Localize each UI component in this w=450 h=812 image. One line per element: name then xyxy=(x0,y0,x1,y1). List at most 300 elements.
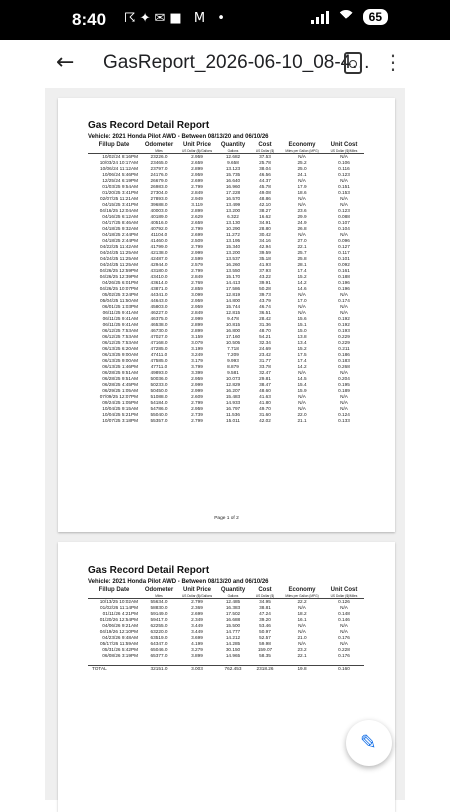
cell-unit-cost: N/A xyxy=(340,292,348,297)
app-bar xyxy=(0,40,450,88)
cell-quantity: 12.819 xyxy=(225,292,241,297)
cell-unit-cost: 0.211 xyxy=(338,346,350,351)
cell-cost: 53.46 xyxy=(259,623,271,628)
subheader-cost: US Dollar ($) xyxy=(250,594,280,599)
cell-odometer: 65377.0 xyxy=(150,653,168,658)
cell-economy: 21.1 xyxy=(297,418,307,423)
cell-unit-price: 2.579 xyxy=(191,262,203,267)
cell-economy: 28.1 xyxy=(297,262,307,267)
cell-odometer: 55040.0 xyxy=(150,412,168,417)
cell-cost: 47.24 xyxy=(259,611,271,616)
header-quantity: Quantity xyxy=(220,587,246,593)
document-search-icon[interactable] xyxy=(344,52,362,74)
cell-unit-cost: 0.127 xyxy=(338,244,350,249)
cell-unit-cost: N/A xyxy=(340,400,348,405)
cell-unit-cost: 0.101 xyxy=(338,256,350,261)
cell-cost: 34.16 xyxy=(259,238,271,243)
cell-cost: 48.86 xyxy=(259,196,271,201)
cell-fillup-date: 10/03/24 10:17AM xyxy=(99,160,138,165)
cell-unit-cost: 0.204 xyxy=(338,376,350,381)
cell-cost: 16.62 xyxy=(259,214,271,219)
cell-fillup-date: 04/26/25 6:01PM xyxy=(102,280,138,285)
cell-fillup-date: 06/28/25 4:45PM xyxy=(102,382,138,387)
cell-economy: 23.2 xyxy=(297,647,307,652)
cell-unit-price: 3.119 xyxy=(191,202,203,207)
cell-odometer: 54184.0 xyxy=(150,400,168,405)
cell-unit-price: 3.899 xyxy=(191,653,203,658)
cell-unit-cost: 0.196 xyxy=(338,286,350,291)
cell-unit-cost: 0.229 xyxy=(338,340,350,345)
cell-unit-price: 2.799 xyxy=(191,599,203,604)
cell-unit-price: 2.509 xyxy=(191,238,203,243)
cell-cost: 31.36 xyxy=(259,322,271,327)
cell-unit-price: 2.849 xyxy=(191,310,203,315)
cell-fillup-date: 10/04/25 5:21PM xyxy=(102,412,138,417)
cell-unit-cost: 0.151 xyxy=(338,184,350,189)
cell-unit-price: 2.739 xyxy=(191,412,203,417)
cell-unit-cost: 0.176 xyxy=(338,635,350,640)
cell-odometer: 63519.0 xyxy=(150,635,168,640)
cell-odometer: 47585.0 xyxy=(150,358,168,363)
cell-economy: 17.4 xyxy=(297,358,307,363)
cell-unit-price: 3.799 xyxy=(191,364,203,369)
cell-economy: 18.2 xyxy=(297,611,307,616)
cell-odometer: 46730.0 xyxy=(150,328,168,333)
cell-unit-price: 2.799 xyxy=(191,268,203,273)
cell-quantity: 10.073 xyxy=(225,376,241,381)
cell-economy: N/A xyxy=(298,178,306,183)
cell-unit-price: 2.899 xyxy=(191,328,203,333)
cell-fillup-date: 06/28/25 9:51AM xyxy=(102,370,138,375)
cell-cost: 58.35 xyxy=(259,653,271,658)
cell-unit-price: 2.369 xyxy=(191,605,203,610)
cell-unit-price: 2.959 xyxy=(191,376,203,381)
cell-fillup-date: 10/06/24 11:12AM xyxy=(100,166,138,171)
cell-cost: 32.47 xyxy=(259,370,271,375)
cell-cost: 33.78 xyxy=(259,364,271,369)
cell-cost: 28.42 xyxy=(259,316,271,321)
cell-unit-cost: 0.192 xyxy=(338,316,350,321)
cell-unit-cost: 0.229 xyxy=(338,334,350,339)
cell-unit-cost: 0.174 xyxy=(338,298,350,303)
cell-odometer: 62255.0 xyxy=(150,623,168,628)
total-label: TOTAL xyxy=(92,665,107,671)
subheader-quantity: Gallons xyxy=(216,594,250,599)
more-vert-icon[interactable]: ⋮ xyxy=(383,50,403,74)
report-title: Gas Record Detail Report xyxy=(88,120,210,131)
cell-odometer: 42944.0 xyxy=(150,262,168,267)
cell-quantity: 11.272 xyxy=(226,232,240,237)
cell-economy: 17.9 xyxy=(297,184,307,189)
cell-odometer: 55357.0 xyxy=(150,418,168,423)
page-number: Page 1 of 2 xyxy=(214,516,239,521)
cell-unit-cost: N/A xyxy=(340,394,348,399)
cell-cost: 38.04 xyxy=(259,166,271,171)
cell-cost: 43.79 xyxy=(259,298,271,303)
cell-cost: 159.07 xyxy=(257,647,273,652)
cell-quantity: 16.797 xyxy=(225,406,241,411)
cell-fillup-date: 07/09/25 12:07PM xyxy=(99,394,138,399)
cell-unit-price: 3.249 xyxy=(191,352,203,357)
cell-unit-price: 3.099 xyxy=(191,292,203,297)
cell-odometer: 55634.0 xyxy=(150,599,168,604)
subheader-cost: US Dollar ($) xyxy=(250,149,280,154)
cell-fillup-date: 01/20/25 3:41PM xyxy=(102,190,138,195)
cell-unit-cost: 0.126 xyxy=(338,599,350,604)
cell-fillup-date: 04/18/25 2:44PM xyxy=(102,238,138,243)
cell-unit-price: 2.799 xyxy=(191,226,203,231)
cell-cost: 42.10 xyxy=(259,202,271,207)
cell-economy: 15.6 xyxy=(297,316,307,321)
cell-unit-price: 2.349 xyxy=(191,617,203,622)
cell-unit-price: 2.899 xyxy=(191,322,203,327)
cell-quantity: 9.581 xyxy=(227,370,239,375)
cell-cost: 29.81 xyxy=(259,376,271,381)
cell-unit-price: 2.799 xyxy=(191,184,203,189)
cell-economy: N/A xyxy=(298,202,306,207)
cell-odometer: 26983.0 xyxy=(150,184,168,189)
cell-cost: 35.18 xyxy=(259,256,271,261)
cell-economy: N/A xyxy=(298,641,306,646)
subheader-economy: Miles per Gallon (MPG) xyxy=(280,149,324,154)
edit-fab-button[interactable] xyxy=(346,720,392,766)
cell-unit-cost: N/A xyxy=(340,232,348,237)
cell-fillup-date: 06/12/25 7:53AM xyxy=(102,328,138,333)
cell-unit-cost: 0.192 xyxy=(338,322,350,327)
cell-cost: 34.91 xyxy=(259,220,271,225)
cell-quantity: 14.800 xyxy=(225,298,241,303)
cell-odometer: 46375.0 xyxy=(150,316,168,321)
cell-quantity: 13.200 xyxy=(225,208,241,213)
header-unit-cost: Unit Cost xyxy=(330,142,358,148)
cell-quantity: 16.960 xyxy=(225,184,241,189)
cell-economy: 17.5 xyxy=(297,352,307,357)
total-economy: 19.8 xyxy=(297,665,307,671)
cell-odometer: 65046.0 xyxy=(150,647,168,652)
cell-odometer: 41104.0 xyxy=(150,232,168,237)
cell-unit-cost: 0.176 xyxy=(338,653,350,658)
cell-quantity: 13.195 xyxy=(225,238,241,243)
cell-fillup-date: 04/18/25 9:32AM xyxy=(102,226,138,231)
cell-odometer: 59417.0 xyxy=(150,617,168,622)
cell-quantity: 13.200 xyxy=(225,250,241,255)
cell-quantity: 14.777 xyxy=(225,629,241,634)
header-economy: Economy xyxy=(288,142,316,148)
cell-odometer: 24176.0 xyxy=(150,172,168,177)
cell-fillup-date: 06/11/25 9:41AM xyxy=(102,316,138,321)
cell-unit-price: 2.799 xyxy=(191,418,203,423)
cell-quantity: 10.505 xyxy=(225,340,241,345)
cell-unit-cost: 0.148 xyxy=(338,611,350,616)
cell-unit-cost: N/A xyxy=(340,304,348,309)
header-fillup-date: Fillup Date xyxy=(98,587,130,593)
cell-unit-price: 2.959 xyxy=(191,172,203,177)
cell-quantity: 16.260 xyxy=(225,262,241,267)
cell-economy: N/A xyxy=(298,629,306,634)
status-bar xyxy=(0,0,450,40)
cell-economy: N/A xyxy=(298,154,306,159)
cell-unit-price: 2.699 xyxy=(191,611,203,616)
subheader-odometer: Miles xyxy=(140,594,178,599)
header-unit-price: Unit Price xyxy=(182,587,211,593)
cell-odometer: 63220.0 xyxy=(150,629,168,634)
cell-unit-price: 2.959 xyxy=(191,298,203,303)
cell-cost: 31.77 xyxy=(259,358,271,363)
cell-fillup-date: 06/11/25 9:41AM xyxy=(102,310,138,315)
pdf-viewer[interactable] xyxy=(45,88,405,800)
cell-unit-cost: N/A xyxy=(340,202,348,207)
cell-unit-cost: 0.188 xyxy=(338,274,350,279)
header-fillup-date: Fillup Date xyxy=(98,142,130,148)
cell-economy: 24.1 xyxy=(297,172,307,177)
cell-fillup-date: 06/28/25 9:51AM xyxy=(102,376,138,381)
cell-unit-cost: 0.193 xyxy=(338,328,350,333)
cell-odometer: 46227.0 xyxy=(150,310,168,315)
cell-unit-cost: N/A xyxy=(340,178,348,183)
cell-quantity: 15.744 xyxy=(225,304,241,309)
cell-fillup-date: 10/13/25 10:02AM xyxy=(99,599,138,604)
cell-unit-price: 3.159 xyxy=(191,334,203,339)
cell-economy: N/A xyxy=(298,292,306,297)
cell-cost: 32.34 xyxy=(259,340,271,345)
pdf-page-1 xyxy=(58,98,395,532)
signal-icon xyxy=(311,10,329,24)
cell-economy: 22.0 xyxy=(297,412,307,417)
cell-fillup-date: 06/08/26 3:19PM xyxy=(102,653,138,658)
header-odometer: Odometer xyxy=(144,587,174,593)
cell-fillup-date: 06/13/25 9:00AM xyxy=(102,352,138,357)
cell-quantity: 16.640 xyxy=(225,178,241,183)
cell-quantity: 15.483 xyxy=(225,394,241,399)
cell-fillup-date: 06/12/25 7:53AM xyxy=(102,334,138,339)
report-table-page1 xyxy=(88,142,364,424)
cell-cost: 49.70 xyxy=(259,406,271,411)
cell-quantity: 6.322 xyxy=(227,214,239,219)
cell-fillup-date: 05/17/26 11:59AM xyxy=(100,641,138,646)
cell-fillup-date: 04/16/25 6:12AM xyxy=(102,214,138,219)
cell-cost: 38.47 xyxy=(259,382,271,387)
cell-cost: 43.22 xyxy=(259,274,271,279)
cell-fillup-date: 04/24/25 11:25AM xyxy=(100,262,138,267)
cell-fillup-date: 04/17/25 8:46AM xyxy=(102,220,138,225)
cell-cost: 31.60 xyxy=(259,412,271,417)
cell-unit-cost: 0.096 xyxy=(338,238,350,243)
cell-economy: 25.8 xyxy=(297,256,307,261)
cell-quantity: 30.150 xyxy=(225,647,241,652)
cell-odometer: 41460.0 xyxy=(150,238,168,243)
cell-economy: N/A xyxy=(298,605,306,610)
cell-quantity: 9.478 xyxy=(227,316,239,321)
cell-odometer: 23465.0 xyxy=(150,160,168,165)
cell-cost: 37.53 xyxy=(259,154,271,159)
cell-fillup-date: 06/29/25 1:05AM xyxy=(102,388,138,393)
cell-fillup-date: 12/25/24 6:19PM xyxy=(102,178,138,183)
cell-cost: 25.78 xyxy=(259,160,271,165)
cell-cost: 41.80 xyxy=(259,400,271,405)
table-body-page2 xyxy=(88,599,364,660)
cell-economy: 26.8 xyxy=(297,226,307,231)
cell-odometer: 27893.0 xyxy=(150,196,168,201)
cell-odometer: 44643.0 xyxy=(150,298,168,303)
cell-quantity: 15.500 xyxy=(225,623,241,628)
cell-quantity: 7.718 xyxy=(227,346,239,351)
cell-unit-cost: 0.092 xyxy=(338,262,350,267)
cell-economy: N/A xyxy=(298,232,306,237)
cell-unit-price: 3.179 xyxy=(191,358,203,363)
cell-unit-cost: N/A xyxy=(340,196,348,201)
header-unit-price: Unit Price xyxy=(182,142,211,148)
cell-fillup-date: 04/19/26 12:10PM xyxy=(99,629,138,634)
cell-economy: 25.2 xyxy=(297,160,307,165)
cell-unit-price: 2.959 xyxy=(191,406,203,411)
status-time: 8:40 xyxy=(72,10,107,29)
cell-quantity: 14.965 xyxy=(225,653,241,658)
report-title: Gas Record Detail Report xyxy=(88,565,210,576)
cell-unit-cost: 0.088 xyxy=(338,214,350,219)
cell-unit-cost: 0.107 xyxy=(338,220,350,225)
cell-fillup-date: 10/02/24 8:16PM xyxy=(102,154,138,159)
cell-cost: 39.59 xyxy=(259,250,271,255)
cell-economy: 14.6 xyxy=(297,286,307,291)
header-cost: Cost xyxy=(258,142,272,148)
cell-fillup-date: 04/22/25 11:42AM xyxy=(100,244,138,249)
cell-fillup-date: 04/16/25 12:04AM xyxy=(99,208,138,213)
cell-quantity: 17.228 xyxy=(225,190,241,195)
cell-economy: 14.5 xyxy=(297,376,307,381)
cell-odometer: 47285.0 xyxy=(150,346,168,351)
cell-unit-price: 2.799 xyxy=(191,400,203,405)
cell-fillup-date: 04/26/25 12:39PM xyxy=(99,274,138,279)
cell-odometer: 49893.0 xyxy=(150,370,168,375)
cell-odometer: 43871.0 xyxy=(150,286,168,291)
cell-cost: 50.97 xyxy=(259,629,271,634)
cell-economy: 25.0 xyxy=(297,166,307,171)
cell-odometer: 40003.0 xyxy=(150,208,168,213)
cell-cost: 46.56 xyxy=(259,172,271,177)
cell-fillup-date: 06/12/25 7:53AM xyxy=(102,340,138,345)
cell-unit-price: 2.769 xyxy=(191,280,203,285)
cell-cost: 39.20 xyxy=(259,617,271,622)
cell-fillup-date: 01/02/26 11:14PM xyxy=(100,605,138,610)
cell-quantity: 10.290 xyxy=(225,226,241,231)
cell-cost: 45.78 xyxy=(259,184,271,189)
cell-cost: 38.27 xyxy=(259,208,271,213)
status-right xyxy=(311,9,388,25)
cell-odometer: 39688.0 xyxy=(150,202,168,207)
cell-cost: 28.80 xyxy=(259,226,271,231)
cell-unit-cost: 0.228 xyxy=(338,647,350,652)
cell-unit-price: 2.899 xyxy=(191,166,203,171)
cell-odometer: 54786.0 xyxy=(150,406,168,411)
cell-fillup-date: 06/13/25 6:20AM xyxy=(102,346,138,351)
cell-quantity: 15.735 xyxy=(225,172,241,177)
cell-economy: N/A xyxy=(298,370,306,375)
cell-economy: 14.2 xyxy=(297,364,307,369)
cell-economy: 27.0 xyxy=(297,238,307,243)
subheader-odometer: Miles xyxy=(140,149,178,154)
cell-unit-price: 2.799 xyxy=(191,244,203,249)
cell-fillup-date: 04/26/25 12:59PM xyxy=(99,268,138,273)
total-row xyxy=(88,665,364,672)
total-odometer: 32151.0 xyxy=(150,665,168,671)
cell-cost: 30.42 xyxy=(259,232,271,237)
cell-economy: 13.8 xyxy=(297,334,307,339)
cell-fillup-date: 06/13/25 9:00AM xyxy=(102,358,138,363)
cell-unit-cost: 0.106 xyxy=(338,160,350,165)
cell-cost: 48.60 xyxy=(259,388,271,393)
cell-economy: 18.6 xyxy=(297,190,307,195)
header-unit-cost: Unit Cost xyxy=(330,587,358,593)
header-cost: Cost xyxy=(258,587,272,593)
cell-unit-price: 2.699 xyxy=(191,232,203,237)
cell-economy: 16.1 xyxy=(297,617,307,622)
cell-economy: N/A xyxy=(298,304,306,309)
cell-unit-cost: 0.123 xyxy=(338,208,350,213)
cell-unit-cost: 0.195 xyxy=(338,382,350,387)
cell-unit-price: 3.279 xyxy=(191,647,203,652)
cell-quantity: 10.815 xyxy=(225,322,241,327)
cell-odometer: 42487.0 xyxy=(150,256,168,261)
cell-odometer: 40792.0 xyxy=(150,226,168,231)
cell-quantity: 17.502 xyxy=(225,611,241,616)
cell-fillup-date: 06/13/25 1:46PM xyxy=(102,364,138,369)
table-body-page1 xyxy=(88,154,364,425)
cell-fillup-date: 01/20/26 12:54PM xyxy=(99,617,138,622)
report-vehicle-line: Vehicle: 2021 Honda Pilot AWD - Between 08/13/20 and 06/10/26 xyxy=(88,579,269,585)
cell-unit-price: 2.959 xyxy=(191,154,203,159)
cell-quantity: 12.829 xyxy=(225,382,241,387)
report-vehicle-line: Vehicle: 2021 Honda Pilot AWD - Between 08/13/20 and 06/10/26 xyxy=(88,134,269,140)
cell-cost: 38.81 xyxy=(259,605,271,610)
cell-economy: 17.4 xyxy=(297,268,307,273)
table-footer xyxy=(88,659,364,672)
cell-cost: 42.02 xyxy=(259,418,271,423)
cell-fillup-date: 06/01/25 1:03PM xyxy=(102,304,138,309)
cell-economy: 17.0 xyxy=(297,298,307,303)
cell-fillup-date: 04/18/25 2:44PM xyxy=(102,232,138,237)
cell-cost: 59.98 xyxy=(259,641,271,646)
cell-unit-cost: N/A xyxy=(340,629,348,634)
cell-fillup-date: 04/23/26 9:48AM xyxy=(102,635,138,640)
cell-quantity: 16.800 xyxy=(225,328,241,333)
subheader-unit-cost: US Dollar ($)/Miles xyxy=(324,149,364,154)
cell-odometer: 43614.0 xyxy=(150,280,168,285)
cell-unit-cost: 0.268 xyxy=(338,364,350,369)
cell-unit-cost: 0.104 xyxy=(338,226,350,231)
cell-odometer: 46538.0 xyxy=(150,322,168,327)
header-odometer: Odometer xyxy=(144,142,174,148)
cell-unit-cost: N/A xyxy=(340,641,348,646)
cell-economy: 24.9 xyxy=(297,220,307,225)
cell-fillup-date: 05/02/25 3:24PM xyxy=(102,292,138,297)
back-arrow-icon[interactable]: ← xyxy=(56,50,75,75)
cell-unit-price: 2.699 xyxy=(191,178,203,183)
cell-cost: 41.63 xyxy=(259,394,271,399)
cell-unit-cost: 0.153 xyxy=(338,190,350,195)
cell-economy: N/A xyxy=(298,400,306,405)
cell-odometer: 47711.0 xyxy=(150,364,168,369)
cell-unit-price: 3.449 xyxy=(191,623,203,628)
cell-economy: 15.9 xyxy=(297,388,307,393)
cell-odometer: 45803.0 xyxy=(150,304,168,309)
cell-economy: 15.4 xyxy=(297,382,307,387)
cell-economy: 14.2 xyxy=(297,280,307,285)
cell-fillup-date: 01/03/25 9:54AM xyxy=(102,184,138,189)
cell-unit-price: 2.999 xyxy=(191,388,203,393)
cell-fillup-date: 06/11/25 9:41AM xyxy=(102,322,138,327)
cell-odometer: 26679.0 xyxy=(150,178,168,183)
cell-unit-price: 2.609 xyxy=(191,394,203,399)
